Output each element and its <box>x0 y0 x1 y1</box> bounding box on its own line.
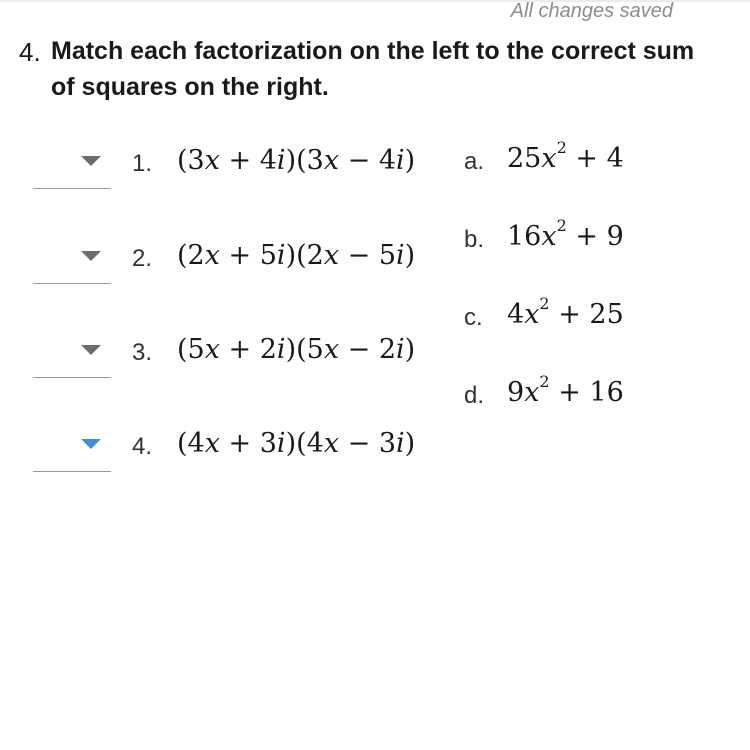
sum-of-squares-expression: $25x^2 + 4$ <box>507 138 624 174</box>
answer-dropdown-3[interactable] <box>33 337 111 378</box>
factorization-expression: (5x + 2i)(5x − 2i) <box>177 334 416 365</box>
caret-down-icon <box>81 251 101 261</box>
option-letter: d. <box>464 382 485 409</box>
sum-of-squares-expression: $16x^2 + 9$ <box>507 216 624 252</box>
sum-of-squares-expression: $4x^2 + 25$ <box>507 294 624 330</box>
caret-down-icon <box>81 345 101 355</box>
left-item-number: 1. <box>132 150 153 177</box>
caret-down-icon <box>81 156 101 166</box>
answer-dropdown-1[interactable] <box>33 148 111 189</box>
sum-of-squares-expression: $9x^2 + 16$ <box>507 372 624 408</box>
answer-option-a <box>462 138 722 196</box>
left-item-number: 2. <box>132 245 153 272</box>
match-row-2 <box>0 240 460 303</box>
option-letter: b. <box>464 226 485 253</box>
option-letter: a. <box>464 148 485 175</box>
match-row-3 <box>0 334 460 397</box>
factorization-expression: (2x + 5i)(2x − 5i) <box>177 240 416 271</box>
factorization-expression: (3x + 4i)(3x − 4i) <box>177 145 416 176</box>
left-item-number: 3. <box>132 339 153 366</box>
save-status: All changes saved <box>510 0 673 22</box>
answer-dropdown-4[interactable] <box>33 431 111 472</box>
question-number: 4. <box>19 37 41 67</box>
caret-down-icon <box>81 439 101 449</box>
answer-option-d <box>462 372 722 430</box>
answer-option-c <box>462 294 722 352</box>
match-row-4 <box>0 428 460 491</box>
question-prompt: Match each factorization on the left to the correct sum of squares on the right. <box>51 37 695 101</box>
answer-dropdown-2[interactable] <box>33 243 111 284</box>
factorization-expression: (4x + 3i)(4x − 3i) <box>177 428 416 459</box>
left-item-number: 4. <box>132 433 153 460</box>
match-row-1 <box>0 145 460 208</box>
answer-option-b <box>462 216 722 274</box>
option-letter: c. <box>464 304 483 331</box>
